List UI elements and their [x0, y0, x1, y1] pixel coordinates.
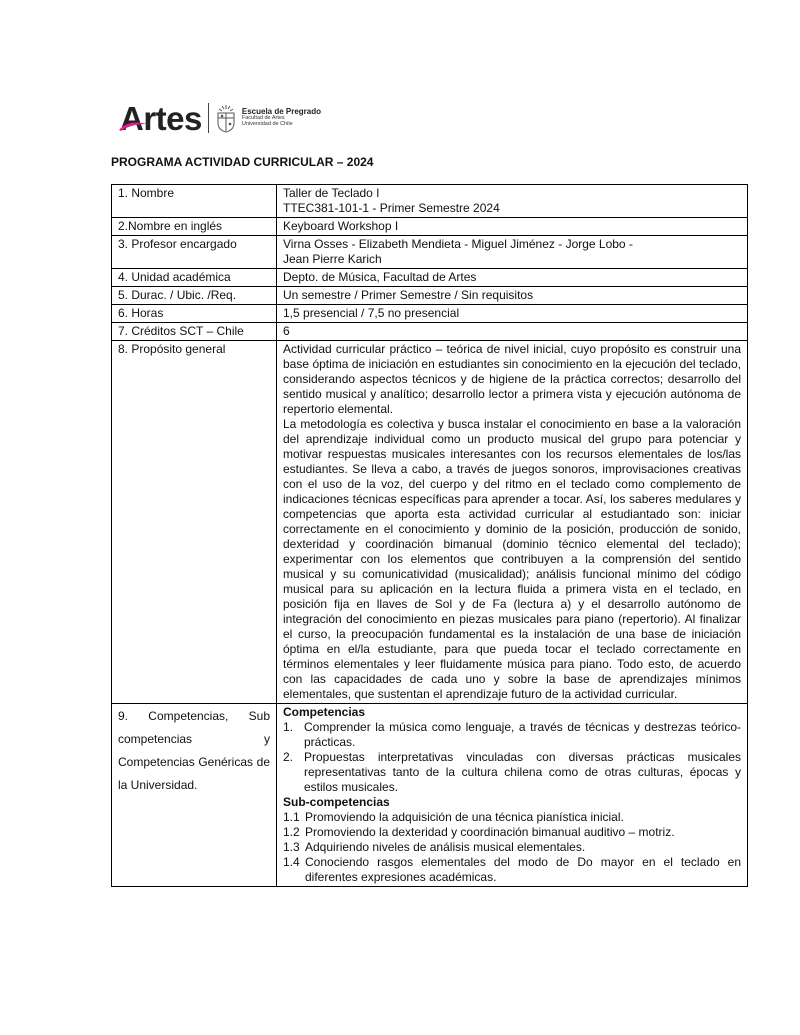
list-text: Conociendo rasgos elementales del modo de Do mayor en el teclado en diferentes expresiones académicas.: [305, 855, 741, 884]
list-number: 1.: [283, 720, 294, 734]
list-item: [283, 810, 741, 825]
table-row-competencias: [112, 704, 748, 887]
row-value: [277, 704, 748, 887]
row-value: 1,5 presencial / 7,5 no presencial: [277, 305, 748, 323]
list-number: 1.1: [283, 810, 300, 824]
list-item: [283, 855, 741, 885]
list-number: 2.: [283, 750, 294, 764]
row-label: 2.Nombre en inglés: [112, 218, 277, 236]
row-value: [277, 341, 748, 704]
list-item: [283, 825, 741, 840]
list-item: [283, 750, 741, 795]
row-label: 9. Competencias, Sub competencias y Competencias Genéricas de la Universidad.: [112, 704, 277, 887]
list-text: Adquiriendo niveles de análisis musical elementales.: [305, 840, 586, 854]
logo-divider: [208, 103, 209, 133]
row-label: 3. Profesor encargado: [112, 236, 277, 269]
row-value: Keyboard Workshop I: [277, 218, 748, 236]
table-row-nombre: [112, 185, 748, 218]
row-value: [277, 236, 748, 269]
row-label: 6. Horas: [112, 305, 277, 323]
logo-word: Artes: [120, 99, 202, 137]
sub-competencias-heading: Sub-competencias: [283, 795, 390, 809]
faculty-logo: [120, 97, 321, 139]
list-number: 1.2: [283, 825, 300, 839]
competencias-list: [283, 720, 741, 795]
faculty-name: Facultad de Artes: [241, 115, 285, 122]
list-item: [283, 840, 741, 855]
table-row-horas: [112, 305, 748, 323]
program-table: [111, 184, 748, 887]
table-row-nombre-ingles: [112, 218, 748, 236]
competencias-heading: Competencias: [283, 705, 366, 719]
table-row-creditos: [112, 323, 748, 341]
row-value: Un semestre / Primer Semestre / Sin requisitos: [277, 287, 748, 305]
list-item: [283, 720, 741, 750]
professors-line-1: Virna Osses - Elizabeth Mendieta - Miguel Jiménez - Jorge Lobo -: [283, 237, 633, 251]
row-value: Depto. de Música, Facultad de Artes: [277, 269, 748, 287]
course-code: TTEC381-101-1 - Primer Semestre 2024: [283, 201, 500, 215]
list-text: Promoviendo la adquisición de una técnica pianística inicial.: [305, 810, 624, 824]
row-label: 8. Propósito general: [112, 341, 277, 704]
table-row-unidad: [112, 269, 748, 287]
purpose-paragraph-1: Actividad curricular práctico – teórica de nivel inicial, cuyo propósito es construir una base óptima de iniciación en estudiantes sin conocimiento en la ejecución del teclado, considerando aspectos técnicos y de higiene de la práctica correctos; desarrollo del sentido musical y analítico; desarrollo lector a primera vista y ejecución autónoma de repertorio elemental.: [283, 342, 741, 416]
list-text: Promoviendo la dexteridad y coordinación bimanual auditivo – motriz.: [305, 825, 675, 839]
row-label: 1. Nombre: [112, 185, 277, 218]
list-text: Propuestas interpretativas vinculadas con diversas prácticas musicales representativas tanto de la cultura chilena como de otras culturas, épocas y estilos musicales.: [304, 750, 741, 794]
university-seal-icon: [215, 103, 237, 133]
university-name: Universidad de Chile: [241, 121, 293, 128]
document-title: PROGRAMA ACTIVIDAD CURRICULAR – 2024: [111, 155, 374, 169]
row-label: 7. Créditos SCT – Chile: [112, 323, 277, 341]
logo-text: [242, 108, 321, 128]
table-row-profesor: [112, 236, 748, 269]
course-name: Taller de Teclado I: [283, 186, 380, 200]
row-value: [277, 185, 748, 218]
logo-wordmark: [120, 99, 202, 137]
purpose-paragraph-2: La metodología es colectiva y busca instalar el conocimiento en base a la valoración del aprendizaje individual como un producto musical del grupo para potenciar y motivar respuestas musicales interesantes con los recursos elementales de los/las estudiantes. Se lleva a cabo, a través de juegos sonoros, improvisaciones creativas con el uso de la voz, del cuerpo y del ritmo en el teclado como complemento de indicaciones técnicas específicas para aprender a tocar. Así, los saberes medulares y competencias que aporta esta actividad curricular al estudiantado son: iniciar correctamente en el conocimiento y dominio de la posición, producción de sonido, dexteridad y coordinación bimanual (dominio técnico elemental del teclado); experimentar con los elementos que contribuyen a la comprensión del sentido musical y su comunicatividad (musicalidad); análisis funcional mínimo del código musical para su aplicación en la lectura fluida a primera vista en el teclado, en posición fija en llaves de Sol y de Fa (lectura a) y el desarrollo autónomo de integración del conocimiento en piezas musicales para piano (repertorio). Al finalizar el curso, la preocupación fundamental es la instalación de una base de iniciación óptima en el/la estudiante, para que pueda tocar el teclado correctamente en términos elementales y leer fluidamente música para piano. Todo esto, de acuerdo con las capacidades de cada uno y sobre la base de aprendizajes mínimos elementales, que sustentan el aprendizaje futuro de la actividad curricular.: [283, 417, 741, 701]
list-text: Comprender la música como lenguaje, a través de técnicas y destrezas teórico-prácticas.: [304, 720, 741, 749]
list-number: 1.4: [283, 855, 300, 869]
row-label: 4. Unidad académica: [112, 269, 277, 287]
table-row-duracion: [112, 287, 748, 305]
table-row-proposito: [112, 341, 748, 704]
list-number: 1.3: [283, 840, 300, 854]
sub-competencias-list: [283, 810, 741, 885]
logo-swoosh-icon: [118, 120, 148, 132]
professors-line-2: Jean Pierre Karich: [283, 252, 382, 266]
row-value: 6: [277, 323, 748, 341]
school-name: Escuela de Pregrado: [241, 107, 322, 117]
row-label: 5. Durac. / Ubic. /Req.: [112, 287, 277, 305]
